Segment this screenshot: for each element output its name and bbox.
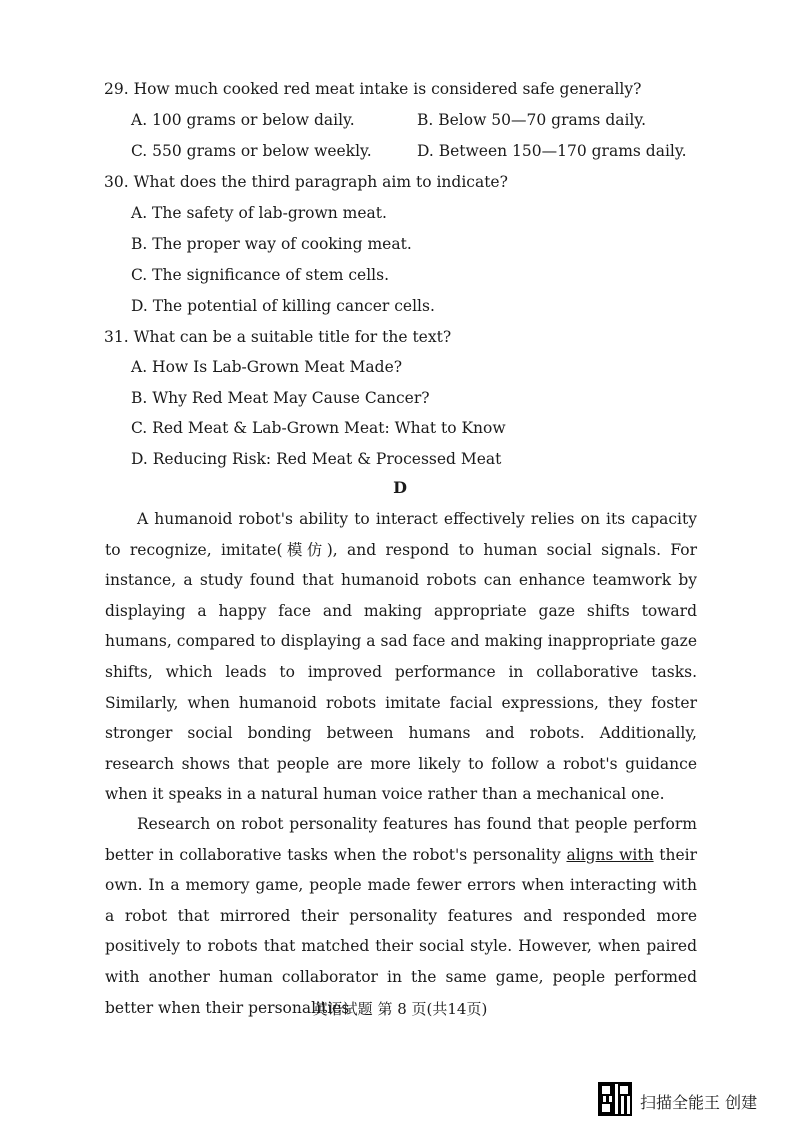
question-30-option-b: B. The proper way of cooking meat. [131,235,412,253]
question-30-option-c: C. The significance of stem cells. [131,266,390,284]
question-29-option-a: A. 100 grams or below daily. [131,111,355,129]
scanner-watermark: 扫描全能王 创建 [640,1093,758,1112]
question-29-option-b: B. Below 50—70 grams daily. [417,111,647,129]
question-29-option-d: D. Between 150—170 grams daily. [417,142,687,160]
passage-paragraph-1: A humanoid robot's ability to interact effectively relies on its capacity to recognize, imitate(模仿), and respond to human social signals. For instance, a study found that humanoid robots can enhance teamwork by displaying a happy face and making appropriate gaze shifts toward humans, compared to displaying a sad face and making inappropriate gaze shifts, which leads to improved performance in collaborative tasks. Similarly, when humanoid robots imitate facial expressions, they foster stronger social bonding between humans and robots. Additionally, research shows that people are more likely to follow a robot's guidance when it speaks in a natural human voice rather than a mechanical one. [105,510,697,804]
question-29-option-c: C. 550 grams or below weekly. [131,142,372,160]
section-label: D [393,478,407,497]
question-30-option-a: A. The safety of lab-grown meat. [131,204,387,222]
question-31-option-c: C. Red Meat & Lab-Grown Meat: What to Know [131,419,506,437]
paragraph-2-text-before: Research on robot personality features has found that people perform better in collaborative tasks when the robot's personality [105,815,697,864]
question-30-option-d: D. The potential of killing cancer cells. [131,297,435,315]
qr-code-icon [598,1082,632,1116]
question-31-stem: 31. What can be a suitable title for the text? [104,328,452,346]
question-31-option-b: B. Why Red Meat May Cause Cancer? [131,389,430,407]
question-31-option-d: D. Reducing Risk: Red Meat & Processed Meat [131,450,502,468]
passage-paragraph-2 [105,809,697,1023]
paragraph-2-text-after: their own. In a memory game, people made fewer errors when interacting with a robot that mirrored their personality features and responded more positively to robots that matched their social style. However, when paired with another human collaborator in the same game, people performed better when their personalities [105,845,698,1017]
question-31-option-a: A. How Is Lab-Grown Meat Made? [131,358,403,376]
underlined-phrase: aligns with [566,845,654,864]
question-29-stem: 29. How much cooked red meat intake is considered safe generally? [104,80,642,98]
page-footer: 英语试题 第 8 页(共14页) [312,1000,488,1018]
question-30-stem: 30. What does the third paragraph aim to indicate? [104,173,508,191]
